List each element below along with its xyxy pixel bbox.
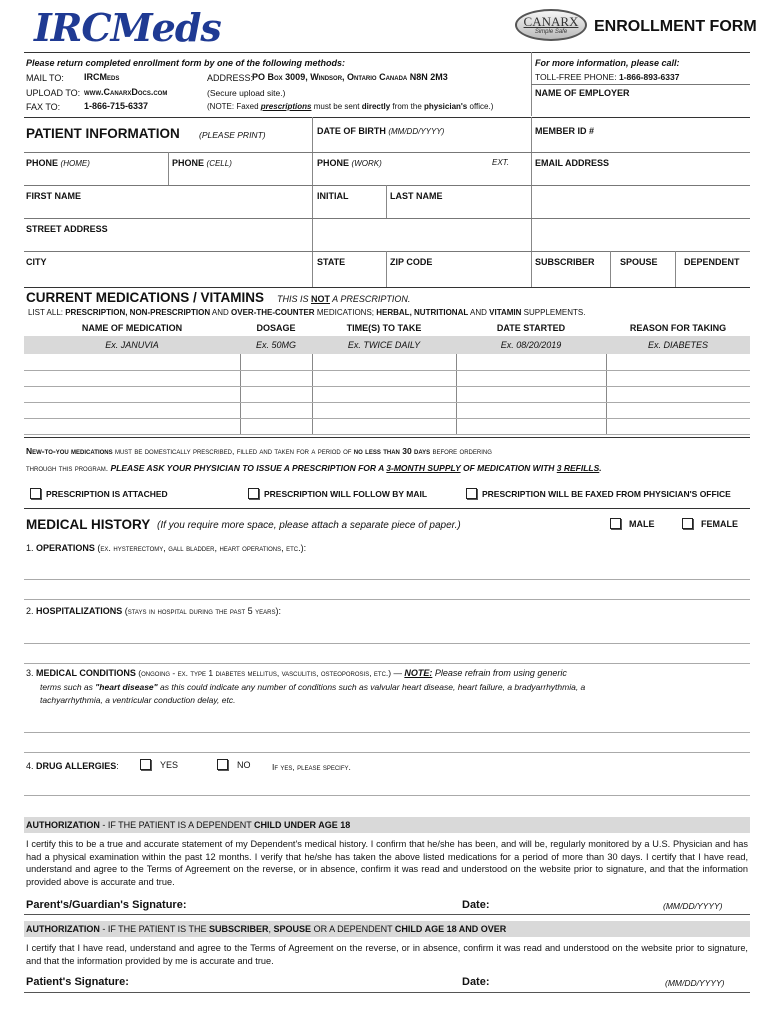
phone-cell-label bbox=[172, 158, 232, 168]
notice-text: before ordering bbox=[430, 446, 492, 456]
list-all-line bbox=[28, 308, 585, 317]
q2-num: 2. bbox=[26, 606, 34, 616]
fax-note bbox=[207, 102, 493, 111]
row-rule-1 bbox=[24, 152, 750, 153]
grid-v-zip bbox=[386, 251, 387, 287]
guardian-date-format: (MM/DD/YYYY) bbox=[663, 901, 723, 911]
mail-value: IRCMeds bbox=[84, 72, 120, 82]
city-label: CITY bbox=[26, 257, 47, 267]
list-all-bold: HERBAL, NUTRITIONAL bbox=[376, 308, 469, 317]
spouse-option[interactable]: SPOUSE bbox=[620, 257, 658, 267]
col-name: NAME OF MEDICATION bbox=[81, 323, 183, 333]
grid-v-dependent bbox=[675, 251, 676, 287]
q3-desc: (ongoing - ex. type 1 diabetes mellitus, vasculitis, osteoporosis, etc.) — bbox=[135, 668, 405, 678]
q2-hospitalizations bbox=[26, 606, 281, 616]
q2-desc: (stays in hospital during the past 5 years): bbox=[122, 606, 281, 616]
patient-date-format: (MM/DD/YYYY) bbox=[665, 978, 725, 988]
q3-label: MEDICAL CONDITIONS bbox=[36, 668, 136, 678]
yes-label: YES bbox=[160, 760, 179, 770]
q4-label: DRUG ALLERGIES bbox=[36, 761, 117, 771]
tollfree-value: 1-866-893-6337 bbox=[618, 72, 680, 82]
q1-label: OPERATIONS bbox=[36, 543, 95, 553]
fax-note-text: must be sent bbox=[311, 102, 362, 111]
zip-label: ZIP CODE bbox=[390, 257, 433, 267]
auth2-title-text: - IF THE PATIENT IS THE bbox=[99, 924, 210, 934]
rx-mail-label: PRESCRIPTION WILL FOLLOW BY MAIL bbox=[264, 489, 428, 499]
member-id-label: MEMBER ID # bbox=[535, 126, 595, 136]
last-name-label: LAST NAME bbox=[390, 191, 443, 201]
rx-fax-option[interactable] bbox=[466, 488, 731, 499]
allergy-no-option[interactable] bbox=[217, 759, 251, 770]
grid-v-initial bbox=[386, 185, 387, 218]
checkbox-icon[interactable] bbox=[610, 518, 621, 529]
meds-header-row bbox=[24, 320, 750, 336]
dob-label bbox=[317, 126, 444, 136]
meds-top-rule bbox=[24, 287, 750, 288]
street-address-label: STREET ADDRESS bbox=[26, 224, 108, 234]
tollfree-label: TOLL-FREE PHONE: bbox=[535, 72, 617, 82]
auth2-header bbox=[24, 921, 750, 937]
q3-medical-conditions bbox=[26, 668, 567, 678]
auth1-title-bold: AUTHORIZATION bbox=[26, 820, 100, 830]
patient-signature-field[interactable] bbox=[150, 973, 450, 989]
meds-title: CURRENT MEDICATIONS / VITAMINS bbox=[26, 290, 264, 305]
new-meds-notice bbox=[26, 446, 492, 456]
allergy-specify: If yes, please specify. bbox=[272, 762, 351, 772]
employer-label: NAME OF EMPLOYER bbox=[535, 88, 630, 98]
q4-colon: : bbox=[116, 761, 119, 771]
checkbox-icon[interactable] bbox=[30, 488, 41, 499]
q2-answer-area[interactable] bbox=[24, 622, 750, 664]
auth1-title-bold: CHILD UNDER AGE 18 bbox=[254, 820, 351, 830]
example-date: Ex. 08/20/2019 bbox=[500, 340, 562, 350]
col-date-started: DATE STARTED bbox=[496, 323, 566, 333]
grid-v-spouse bbox=[610, 251, 611, 287]
tollfree bbox=[535, 72, 679, 82]
auth2-title-bold: CHILD AGE 18 AND OVER bbox=[394, 924, 507, 934]
list-all-text: AND bbox=[210, 308, 232, 317]
answer-line bbox=[24, 795, 750, 796]
phone-home-sub: (HOME) bbox=[60, 159, 90, 168]
col-dosage: DOSAGE bbox=[256, 323, 296, 333]
checkbox-icon[interactable] bbox=[140, 759, 151, 770]
checkbox-icon[interactable] bbox=[466, 488, 477, 499]
notice-3-month: 3-MONTH SUPPLY bbox=[386, 463, 461, 473]
male-option[interactable] bbox=[610, 518, 655, 529]
q2-label: HOSPITALIZATIONS bbox=[36, 606, 123, 616]
history-top-rule bbox=[24, 508, 750, 509]
phone-cell-text: PHONE bbox=[172, 158, 205, 168]
q3-line2-text: as this could indicate any number of conditions such as valvular heart disease, heart failure, a bradyarrhythmia, a bbox=[157, 682, 586, 692]
auth1-text: I certify this to be a true and accurate statement of my Dependent's medical history. I confirm that he/she has been, and will be, regularly monitored by a U.S. Physician and has had a physical examination within the past 12 months. I verify that he/she has taken the above listed medications for a period of more than 30 days. I certify that I have read, understand and agree to the Terms of Agreement on the reverse, or in absence, confirm it was read and understood on the website prior to signature, and that the information provided above is accurate and true. bbox=[26, 839, 748, 887]
fax-note-physicians: physician's bbox=[424, 102, 468, 111]
info-rule bbox=[531, 84, 750, 85]
patient-top-rule bbox=[24, 117, 750, 118]
allergy-yes-option[interactable] bbox=[140, 759, 178, 770]
q3-num: 3. bbox=[26, 668, 34, 678]
patient-date-label: Date: bbox=[462, 976, 490, 988]
patient-info-title: PATIENT INFORMATION bbox=[26, 126, 180, 141]
notice-text: through this program. bbox=[26, 463, 111, 473]
mail-label: MAIL TO: bbox=[26, 73, 64, 83]
address-label: ADDRESS: bbox=[207, 73, 254, 83]
example-name: Ex. JANUVIA bbox=[105, 340, 159, 350]
state-label: STATE bbox=[317, 257, 346, 267]
notice-3-refills: 3 REFILLS bbox=[556, 463, 600, 473]
guardian-date-field[interactable] bbox=[500, 896, 650, 912]
male-label: MALE bbox=[629, 519, 655, 529]
checkbox-icon[interactable] bbox=[682, 518, 693, 529]
methods-intro: Please return completed enrollment form by one of the following methods: bbox=[26, 58, 346, 68]
example-times: Ex. TWICE DAILY bbox=[347, 340, 421, 350]
auth2-title-text: OR A DEPENDENT bbox=[311, 924, 395, 934]
dependent-option[interactable]: DEPENDENT bbox=[684, 257, 740, 267]
q1-num: 1. bbox=[26, 543, 34, 553]
q4-answer-area[interactable] bbox=[24, 775, 750, 795]
guardian-date-label: Date: bbox=[462, 899, 490, 911]
fax-note-text: from the bbox=[390, 102, 424, 111]
address-value: PO Box 3009, Windsor, Ontario Canada N8N 2M3 bbox=[252, 72, 448, 82]
canarx-badge-bottom: Simple Safe bbox=[534, 29, 568, 35]
not-prescription bbox=[277, 294, 410, 304]
q3-line2-text: terms such as bbox=[40, 682, 96, 692]
upload-note: (Secure upload site.) bbox=[207, 88, 286, 98]
row-rule-3 bbox=[24, 218, 750, 219]
example-dosage: Ex. 50MG bbox=[255, 340, 296, 350]
q1-operations bbox=[26, 543, 306, 553]
fax-value: 1-866-715-6337 bbox=[84, 101, 149, 111]
canarx-badge bbox=[515, 9, 587, 41]
meds-example-row bbox=[24, 336, 750, 354]
fax-note-text: office.) bbox=[467, 102, 494, 111]
female-label: FEMALE bbox=[701, 519, 738, 529]
row-rule-4 bbox=[24, 251, 750, 252]
q3-line3: tachyarrhythmia, a ventricular conduction delay, etc. bbox=[40, 695, 236, 705]
list-all-text: SUPPLEMENTS. bbox=[521, 308, 586, 317]
patient-signature-label: Patient's Signature: bbox=[26, 976, 129, 988]
auth2-title-text: , bbox=[268, 924, 274, 934]
q3-line2-bold: "heart disease" bbox=[95, 682, 158, 692]
auth2-sig-rule bbox=[24, 992, 750, 993]
dob-field[interactable] bbox=[313, 138, 530, 150]
col-times: TIME(S) TO TAKE bbox=[346, 323, 422, 333]
auth2-title-bold: SPOUSE bbox=[273, 924, 312, 934]
auth2-title-bold: AUTHORIZATION bbox=[26, 924, 100, 934]
no-label: NO bbox=[237, 760, 251, 770]
col-reason: REASON FOR TAKING bbox=[629, 323, 727, 333]
first-name-label: FIRST NAME bbox=[26, 191, 81, 201]
fax-label: FAX TO: bbox=[26, 102, 61, 112]
meds-table bbox=[24, 320, 750, 434]
rx-mail-option[interactable] bbox=[248, 488, 427, 499]
q3-note-text: Please refrain from using generic bbox=[432, 668, 567, 678]
q1-answer-area[interactable] bbox=[24, 558, 750, 600]
fax-note-prescriptions: prescriptions bbox=[260, 102, 312, 111]
female-option[interactable] bbox=[682, 518, 738, 529]
history-title: MEDICAL HISTORY bbox=[26, 517, 151, 532]
notice-bold: . bbox=[599, 463, 602, 473]
form-title: ENROLLMENT FORM bbox=[594, 18, 757, 35]
notice-bold: no less than 30 days bbox=[353, 446, 431, 456]
history-note: (If you require more space, please attach a separate piece of paper.) bbox=[157, 520, 461, 531]
grid-v-cell bbox=[168, 152, 169, 185]
upload-label: UPLOAD TO: bbox=[26, 88, 81, 98]
guardian-signature-field[interactable] bbox=[210, 896, 450, 912]
rx-attached-option[interactable] bbox=[30, 488, 168, 499]
ext-label: EXT. bbox=[492, 158, 510, 167]
auth2-title bbox=[26, 924, 506, 934]
q3-line2 bbox=[40, 682, 585, 692]
not-rx-text: A PRESCRIPTION. bbox=[330, 294, 411, 304]
fax-note-directly: directly bbox=[361, 102, 391, 111]
auth1-title-text: - IF THE PATIENT IS A DEPENDENT bbox=[99, 820, 255, 830]
initial-label: INITIAL bbox=[317, 191, 349, 201]
patient-date-field[interactable] bbox=[500, 973, 650, 989]
guardian-signature-label: Parent's/Guardian's Signature: bbox=[26, 899, 187, 911]
notice-rule bbox=[24, 437, 750, 438]
auth1-header bbox=[24, 817, 750, 833]
q4-num: 4. bbox=[26, 761, 34, 771]
rx-fax-label: PRESCRIPTION WILL BE FAXED FROM PHYSICIAN'S OFFICE bbox=[482, 489, 731, 499]
q1-desc: (ex. hysterectomy, gall bladder, heart operations, etc.): bbox=[94, 543, 307, 553]
q3-note-label: NOTE: bbox=[404, 668, 433, 678]
dob-format: (MM/DD/YYYY) bbox=[388, 127, 445, 136]
phone-work-sub: (WORK) bbox=[351, 159, 382, 168]
example-reason: Ex. DIABETES bbox=[647, 340, 709, 350]
notice-bold: OF MEDICATION WITH bbox=[460, 463, 557, 473]
auth2-title-bold: SUBSCRIBER bbox=[209, 924, 269, 934]
email-label: EMAIL ADDRESS bbox=[535, 158, 610, 168]
please-print: (PLEASE PRINT) bbox=[199, 130, 266, 140]
notice-text: must be domestically prescribed, filled and taken for a period of bbox=[112, 446, 354, 456]
ask-physician-notice bbox=[26, 463, 602, 473]
q4-drug-allergies bbox=[26, 761, 119, 771]
ircmeds-logo: IRCMeds bbox=[34, 5, 221, 50]
dob-text: DATE OF BIRTH bbox=[317, 126, 386, 136]
list-all-bold: OVER-THE-COUNTER bbox=[231, 308, 315, 317]
upload-value: www.CanarxDocs.com bbox=[84, 87, 168, 97]
auth2-text: I certify that I have read, understand and agree to the Terms of Agreement on the reverse, or in absence, confirm it was read and understood on the website prior to signature, and that the information provided by me is accurate and true. bbox=[26, 943, 748, 966]
phone-home-text: PHONE bbox=[26, 158, 59, 168]
row-rule-2 bbox=[24, 185, 750, 186]
list-all-bold: VITAMIN bbox=[489, 308, 522, 317]
phone-home-label bbox=[26, 158, 90, 168]
phone-cell-sub: (CELL) bbox=[206, 159, 232, 168]
auth1-sig-rule bbox=[24, 914, 750, 915]
auth1-title bbox=[26, 820, 350, 830]
phone-work-label bbox=[317, 158, 382, 168]
notice-bold: New-to-you medications bbox=[26, 446, 113, 456]
more-info: For more information, please call: bbox=[535, 58, 680, 68]
phone-work-text: PHONE bbox=[317, 158, 350, 168]
not-rx-not: NOT bbox=[311, 294, 331, 304]
fax-note-text: (NOTE: Faxed bbox=[207, 102, 261, 111]
list-all-text: LIST ALL: bbox=[28, 308, 66, 317]
rx-attached-label: PRESCRIPTION IS ATTACHED bbox=[46, 489, 168, 499]
checkbox-icon[interactable] bbox=[217, 759, 228, 770]
header-rule bbox=[24, 52, 750, 53]
notice-bold: PLEASE ASK YOUR PHYSICIAN TO ISSUE A PRESCRIPTION FOR A bbox=[110, 463, 387, 473]
list-all-text: MEDICATIONS; bbox=[314, 308, 377, 317]
not-rx-text: THIS IS bbox=[277, 294, 312, 304]
list-all-bold: PRESCRIPTION, NON-PRESCRIPTION bbox=[65, 308, 211, 317]
member-id-field[interactable] bbox=[532, 138, 749, 150]
q3-answer-area[interactable] bbox=[24, 710, 750, 753]
meds-entry-area[interactable] bbox=[24, 354, 750, 434]
subscriber-option[interactable]: SUBSCRIBER bbox=[535, 257, 595, 267]
list-all-text: AND bbox=[468, 308, 490, 317]
canarx-badge-top: CANARX bbox=[523, 14, 579, 29]
meds-row-line bbox=[24, 434, 750, 435]
checkbox-icon[interactable] bbox=[248, 488, 259, 499]
